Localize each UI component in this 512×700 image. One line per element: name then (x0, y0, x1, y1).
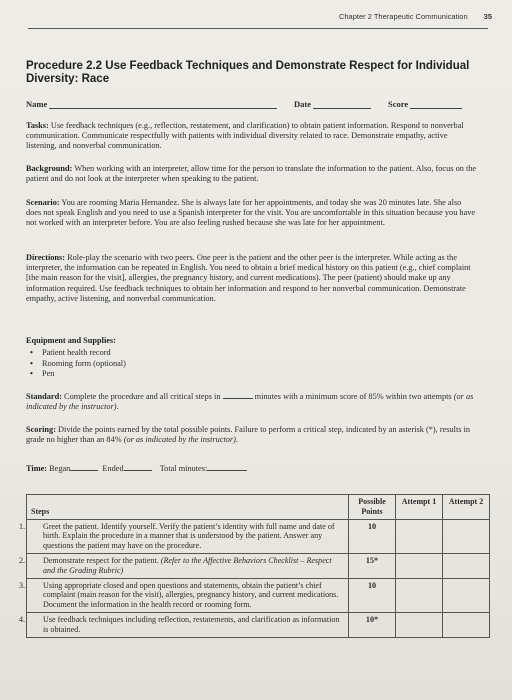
background-label: Background: (26, 164, 73, 173)
attempt1-cell[interactable] (396, 612, 443, 637)
background-paragraph (26, 164, 478, 184)
standard-label: Standard: (26, 392, 62, 401)
directions-paragraph (26, 253, 478, 304)
scoring-note: (or as indicated by the instructor) (123, 435, 236, 445)
minutes-blank[interactable] (223, 391, 253, 399)
table-row (27, 519, 490, 553)
attempt2-cell[interactable] (443, 578, 490, 612)
standard-note: (or as indicated by the instructor) (26, 392, 474, 412)
attempt2-header: Attempt 2 (443, 495, 490, 520)
scoring-text: Divide the points earned by the total possible points. Failure to perform a critical step, indicated by an asterisk (*), results in grade no higher than an 84% (26, 425, 471, 445)
steps-table (19, 494, 490, 638)
ended-label: Ended (102, 464, 124, 473)
step-points: 10 (349, 578, 396, 612)
scenario-text: You are rooming Maria Hernandez. She is always late for her appointments, and today she was 20 minutes late. She also does not speak English and you need to use a Spanish interpreter for the visit. You are uncomfortable in this situation because you have not worked with an interpreter before. You are also feeling rushed because she was late for her appointment. (26, 198, 476, 228)
step-text: Greet the patient. Identify yourself. Verify the patient’s identity with full name and date of birth. Explain the procedure in a manner that is understood by the patient. Answer any questions the patient may have on the procedure. (43, 521, 335, 551)
standard-period: . (116, 402, 119, 412)
page-number: 35 (483, 12, 492, 21)
standard-text-2: minutes with a minimum score of 85% within two attempts (252, 392, 454, 401)
scoring-period: . (235, 435, 238, 445)
ended-field[interactable] (124, 463, 152, 471)
attempt2-cell[interactable] (443, 519, 490, 553)
name-field[interactable] (49, 100, 277, 109)
step-number: 1. (19, 521, 26, 531)
total-minutes-field[interactable] (207, 463, 247, 471)
total-minutes-label: Total minutes: (159, 464, 208, 473)
began-label: Began (49, 464, 71, 473)
attempt1-header: Attempt 1 (396, 495, 443, 520)
tasks-text: Use feedback techniques (e.g., reflection, restatement, and clarification) to obtain patient information. Respond to nonverbal communication. Communicate respectfully with patients with individual diversity related to race. Demonstrate empathy, active listening, and nonverbal communication. (26, 121, 464, 151)
attempt2-cell[interactable] (443, 553, 490, 578)
scenario-label: Scenario: (26, 198, 60, 207)
table-row (27, 612, 490, 637)
time-label: Time: (26, 464, 48, 473)
header-rule (28, 28, 488, 29)
list-item: • Patient health record (26, 348, 478, 358)
equipment-label: Equipment and Supplies: (26, 336, 116, 345)
step-points: 15* (349, 553, 396, 578)
table-row (27, 553, 490, 578)
attempt1-cell[interactable] (396, 519, 443, 553)
began-field[interactable] (70, 463, 98, 471)
step-number: 3. (19, 580, 26, 590)
equipment-section (26, 336, 478, 379)
background-text: When working with an interpreter, allow time for the person to translate the information to the patient. Also, focus on the patient and do not look at the interpreter when speaking to the patient. (26, 164, 477, 184)
directions-text: Role-play the scenario with two peers. One peer is the patient and the other peer is the interpreter. While acting as the interpreter, the information can be repeated in English. You need to obtain a brief medical history on this patient (e.g., chief complaint [the main reason for the visit], allergies, the pregnancy history, and current medications). The peer (patient) should make up any information required. Use feedback techniques to obtain her information and respond to her nonverbal communication. Demonstrate empathy, active listening, and nonverbal communication. (26, 253, 471, 303)
chapter-title: Chapter 2 Therapeutic Communication (338, 12, 468, 21)
running-header (28, 12, 492, 21)
step-number: 2. (19, 555, 26, 565)
score-label: Score (388, 99, 409, 109)
standard-paragraph (26, 391, 478, 412)
table-header-row (27, 495, 490, 520)
score-field[interactable] (410, 100, 462, 109)
steps-header: Steps (27, 495, 349, 520)
date-field[interactable] (313, 100, 371, 109)
step-text: Using appropriate closed and open questions and statements, obtain the patient’s chief complaint (main reason for the visit), allergies, pregnancy history, and current medications. Document the information in the health record or rooming form. (43, 580, 339, 610)
equipment-list (26, 348, 478, 379)
attempt1-cell[interactable] (396, 578, 443, 612)
step-text: Demonstrate respect for the patient. (43, 555, 161, 565)
step-text: Use feedback techniques including reflection, restatements, and clarification as information is obtained. (43, 614, 340, 634)
points-header: Possible Points (349, 495, 396, 520)
attempt1-cell[interactable] (396, 553, 443, 578)
step-number: 4. (19, 614, 26, 624)
step-points: 10 (349, 519, 396, 553)
time-row (26, 463, 478, 474)
date-label: Date (294, 99, 311, 109)
scenario-paragraph (26, 198, 478, 229)
step-points: 10* (349, 612, 396, 637)
scoring-label: Scoring: (26, 425, 56, 434)
directions-label: Directions: (26, 253, 66, 262)
name-label: Name (26, 99, 48, 109)
table-row (27, 578, 490, 612)
procedure-title: Procedure 2.2 Use Feedback Techniques and Demonstrate Respect for Individual Diversity: Race (26, 60, 470, 85)
attempt2-cell[interactable] (443, 612, 490, 637)
step-reference: (Refer to the Affective Behaviors Checklist – Respect and the Grading Rubric) (43, 555, 332, 575)
tasks-paragraph (26, 121, 478, 152)
list-item: • Rooming form (optional) (26, 359, 478, 369)
tasks-label: Tasks: (26, 121, 49, 130)
list-item: • Pen (26, 369, 478, 379)
scoring-paragraph (26, 425, 478, 445)
standard-text: Complete the procedure and all critical steps in (61, 392, 223, 401)
